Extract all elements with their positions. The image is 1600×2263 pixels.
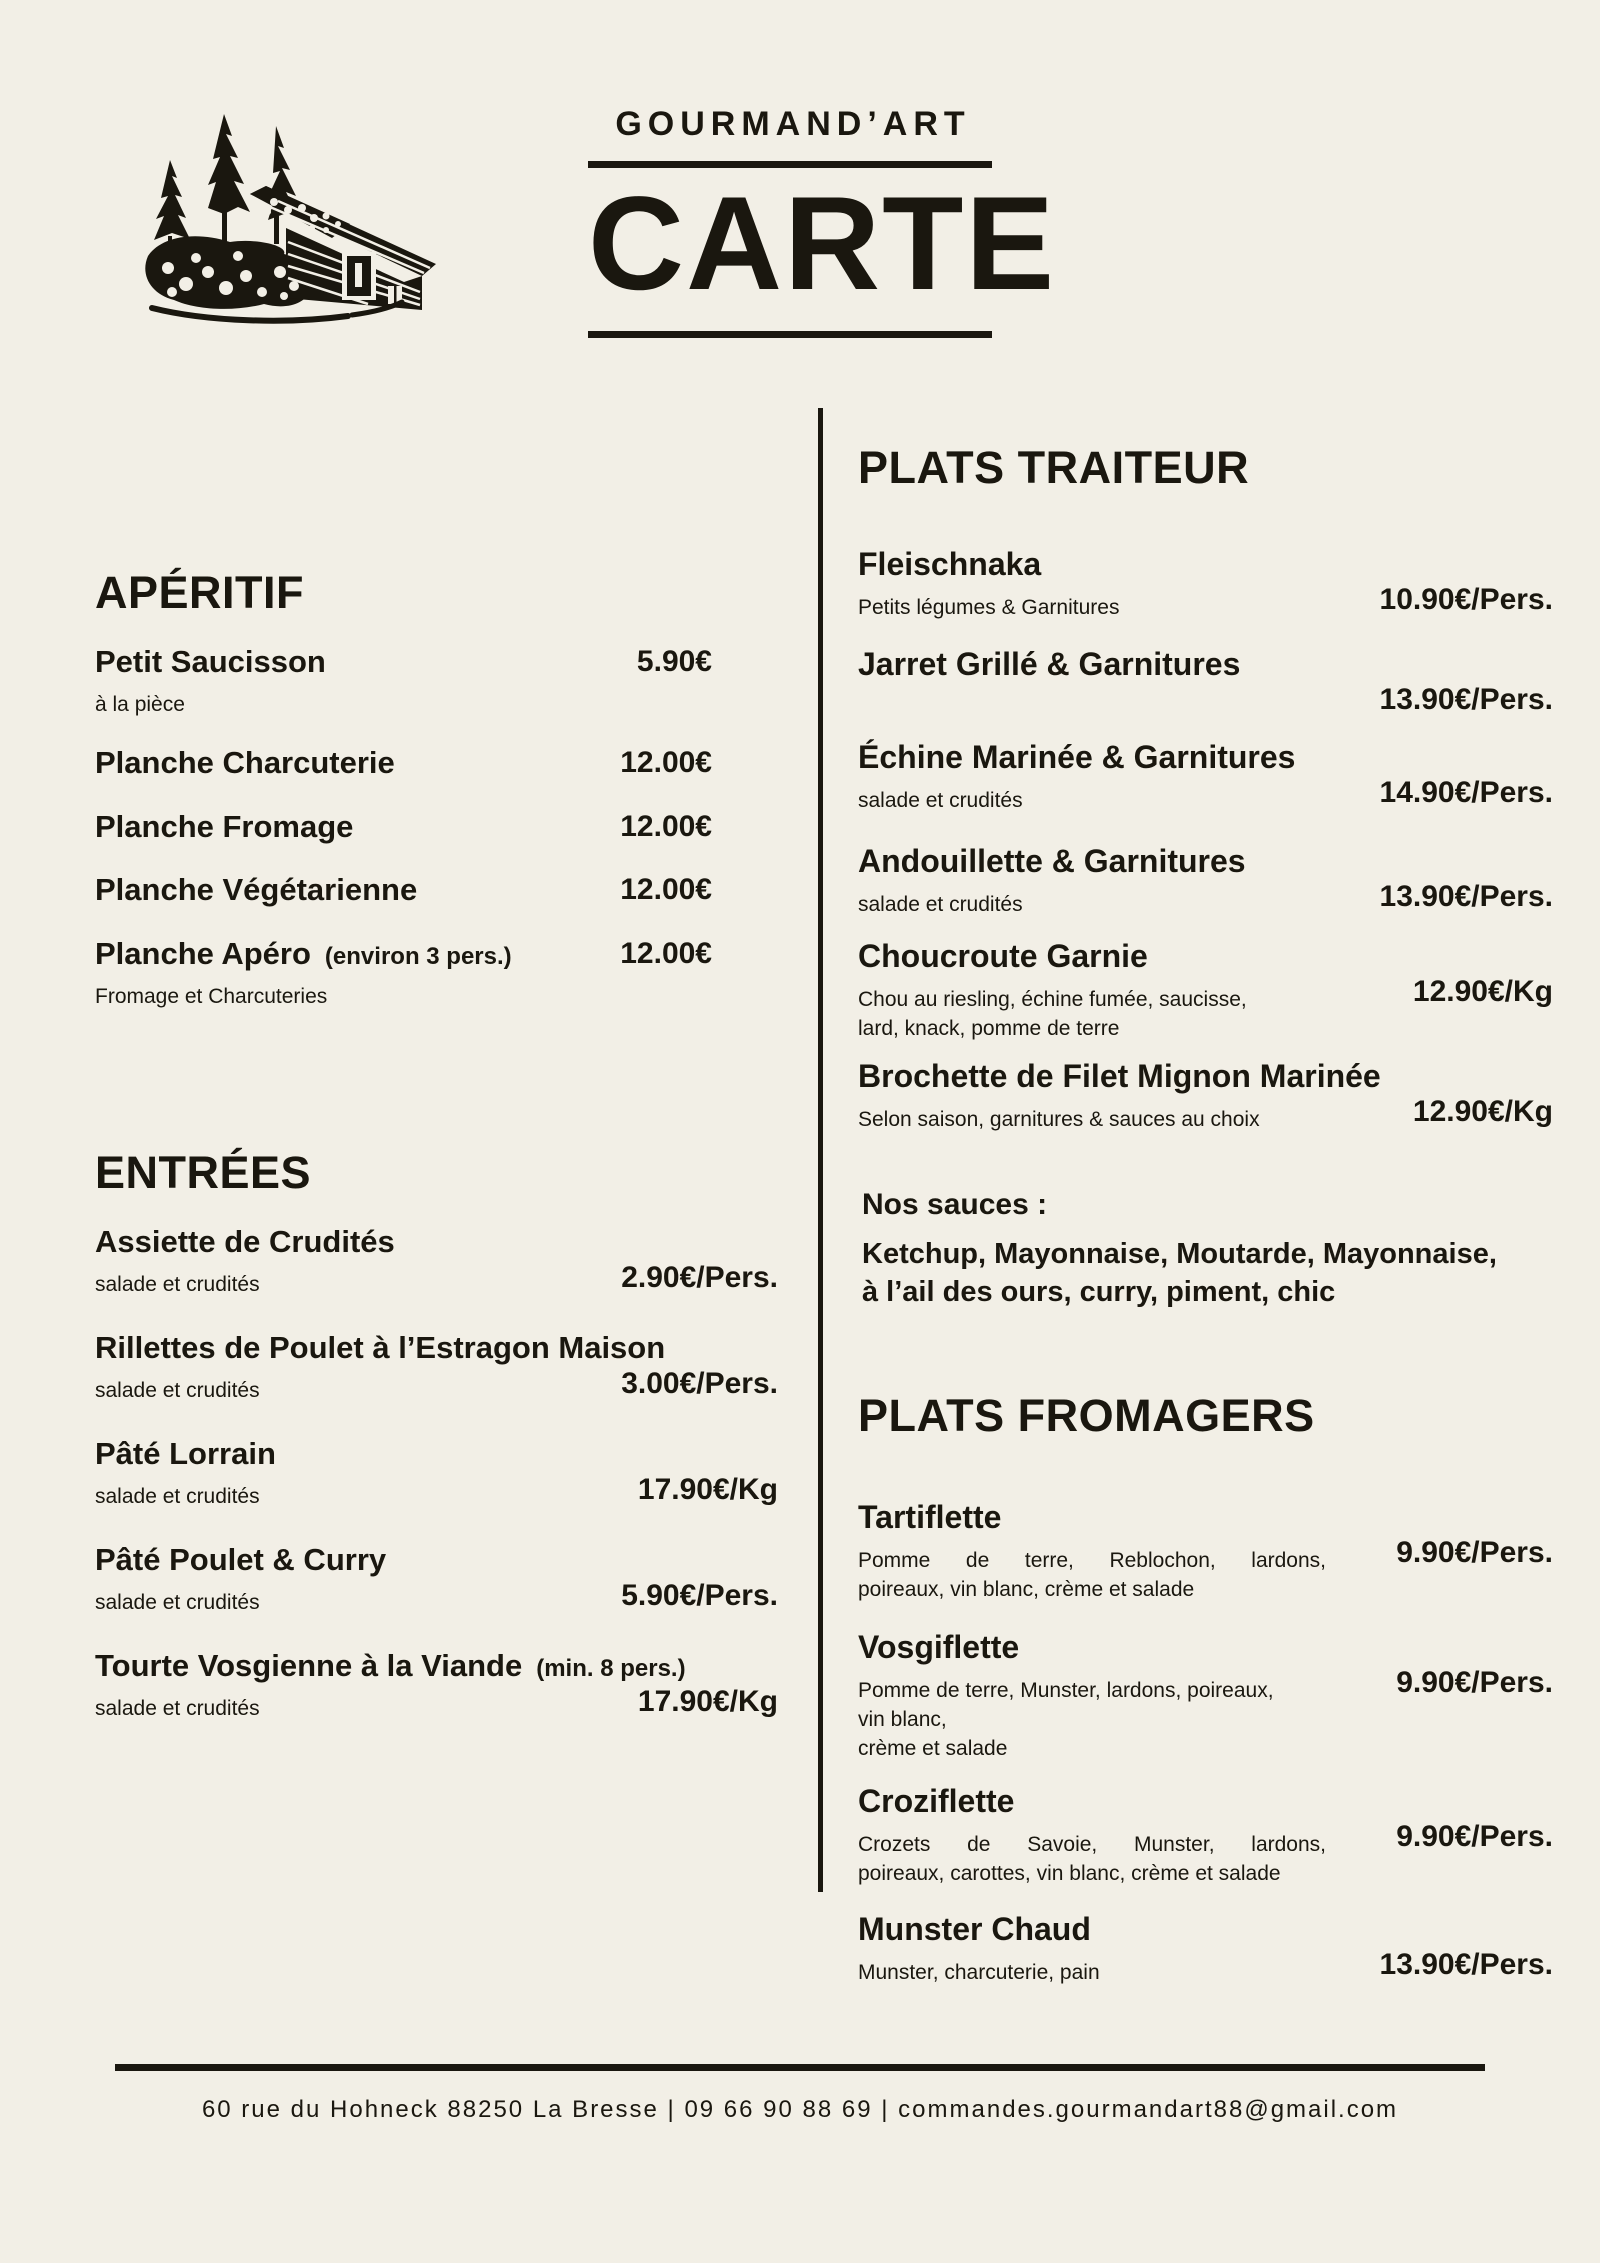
item-name: Échine Marinée & Garnitures [858,739,1296,775]
item-description-line: Crozets de Savoie, Munster, lardons, [858,1833,1326,1856]
item-price: 12.90€/Kg [1412,975,1553,1008]
item-name: Andouillette & Garnitures [858,843,1246,879]
item-description-line: Fromage et Charcuteries [95,985,328,1008]
item-description [858,890,1326,919]
item-name: Munster Chaud [858,1911,1091,1947]
item-price: 5.90€ [636,645,712,678]
brand-name: GOURMAND’ART [615,105,971,143]
item-price: 9.90€/Pers. [1396,1820,1553,1853]
item-description-line [858,693,1326,722]
item-name: Planche Apéro [95,936,311,971]
item-description [858,693,1326,722]
item-description-line: salade et crudités [95,1379,260,1402]
item-description-line: salade et crudités [95,1697,260,1720]
footer-contact: 60 rue du Hohneck 88250 La Bresse | 09 66 90 88 69 | commandes.gourmandart88@gmail.com [201,2096,1399,2123]
header [588,104,1057,338]
item-description-line: Chou au riesling, échine fumée, saucisse, [858,988,1247,1011]
item-name: Assiette de Crudités [95,1224,395,1259]
item-price: 13.90€/Pers. [1379,683,1553,716]
item-name: Rillettes de Poulet à l’Estragon Maison [95,1330,666,1365]
item-description [95,690,712,719]
item-description [858,985,1326,1043]
item-price: 9.90€/Pers. [1396,1666,1553,1699]
item-price: 10.90€/Pers. [1379,583,1553,616]
item-description [858,1676,1326,1763]
sauces-lines [862,1235,1562,1311]
section-plats-traiteur [858,442,1553,1134]
item-note: (min. 8 pers.) [536,1655,686,1682]
item-description-line: salade et crudités [95,1485,260,1508]
column-divider [818,408,823,1892]
fromagers-items [858,1497,1553,1987]
item-name: Planche Fromage [95,809,354,844]
item-price: 12.00€ [620,873,712,906]
cabin-trees-logo-icon [138,96,438,341]
menu-item [95,1646,778,1723]
menu-item [95,934,712,1011]
item-description-line: lard, knack, pomme de terre [858,1017,1120,1040]
section-plats-fromagers [858,1390,1553,1987]
entrees-items [95,1222,778,1723]
sauces-line: à l’ail des ours, curry, piment, chic [862,1276,1336,1308]
menu-item [95,1328,778,1405]
item-description-line: Pomme de terre, Munster, lardons, poireaux, [858,1679,1274,1702]
item-description-line: vin blanc, [858,1708,947,1731]
menu-item [858,1497,1553,1604]
item-price: 13.90€/Pers. [1379,1948,1553,1981]
item-description [858,1958,1326,1987]
item-description [858,786,1326,815]
section-entrees [95,1147,778,1752]
item-description-line: poireaux, carottes, vin blanc, crème et salade [858,1862,1281,1885]
sauces-title: Nos sauces : [862,1188,1048,1221]
item-description-line: salade et crudités [95,1591,260,1614]
sauces-note [862,1185,1562,1311]
page-title: CARTE [588,169,1057,318]
menu-item [95,1434,778,1511]
section-title-aperitif: APÉRITIF [95,567,305,618]
menu-item [95,870,712,916]
item-description [858,1546,1326,1604]
item-price: 12.00€ [620,937,712,970]
item-price: 12.00€ [620,810,712,843]
item-description-line: poireaux, vin blanc, crème et salade [858,1578,1195,1601]
menu-item [858,936,1553,1043]
item-name: Croziflette [858,1783,1015,1819]
menu-item [95,1222,778,1299]
item-price: 2.90€/Pers. [621,1261,778,1294]
item-description [858,1105,1326,1134]
item-name: Brochette de Filet Mignon Marinée [858,1058,1381,1094]
item-description-line: crème et salade [858,1737,1008,1760]
item-name: Choucroute Garnie [858,938,1148,974]
menu-item [858,1781,1553,1888]
item-name: Pâté Poulet & Curry [95,1542,387,1577]
item-price: 9.90€/Pers. [1396,1536,1553,1569]
item-price: 12.00€ [620,746,712,779]
section-title-plats-traiteur: PLATS TRAITEUR [858,442,1250,493]
section-aperitif [95,567,712,1011]
footer-rule [115,2064,1485,2071]
item-price: 12.90€/Kg [1412,1095,1553,1128]
item-name: Planche Végétarienne [95,872,418,907]
item-description-line: à la pièce [95,693,185,716]
section-title-entrees: ENTRÉES [95,1147,312,1198]
menu-item [95,807,712,853]
sauces-line: Ketchup, Mayonnaise, Moutarde, Mayonnaise, [862,1238,1497,1270]
menu-item [858,1627,1553,1763]
menu-item [858,1056,1553,1134]
menu-item [858,544,1553,622]
item-description [858,1830,1326,1888]
item-description [858,593,1326,622]
section-title-plats-fromagers: PLATS FROMAGERS [858,1390,1315,1441]
item-name: Vosgiflette [858,1629,1020,1665]
item-name: Planche Charcuterie [95,745,395,780]
item-name: Pâté Lorrain [95,1436,276,1471]
menu-item [95,1540,778,1617]
item-price: 17.90€/Kg [637,1473,778,1506]
menu-item [858,1909,1553,1987]
item-price: 13.90€/Pers. [1379,880,1553,913]
header-rule-top [588,161,992,168]
item-description-line: salade et crudités [858,789,1023,812]
item-price: 5.90€/Pers. [621,1579,778,1612]
menu-item [858,841,1553,919]
item-description-line: Pomme de terre, Reblochon, lardons, [858,1549,1326,1572]
item-name: Tourte Vosgienne à la Viande [95,1648,523,1683]
item-description [95,982,712,1011]
menu-item [95,642,712,719]
item-price: 17.90€/Kg [637,1685,778,1718]
aperitif-items [95,642,712,1011]
header-rule-bottom [588,331,992,338]
menu-item [858,737,1553,815]
menu-item [95,743,712,789]
item-description-line: salade et crudités [95,1273,260,1296]
item-name: Tartiflette [858,1499,1002,1535]
item-description-line: Selon saison, garnitures & sauces au choix [858,1108,1260,1131]
traiteur-items [858,544,1553,1134]
item-price: 14.90€/Pers. [1379,776,1553,809]
item-name: Fleischnaka [858,546,1042,582]
menu-item [858,644,1553,722]
item-description-line: Petits légumes & Garnitures [858,596,1120,619]
item-note: (environ 3 pers.) [324,943,512,970]
item-description-line: Munster, charcuterie, pain [858,1961,1100,1984]
item-name: Jarret Grillé & Garnitures [858,646,1241,682]
item-name: Petit Saucisson [95,644,326,679]
item-price: 3.00€/Pers. [621,1367,778,1400]
item-description-line: salade et crudités [858,893,1023,916]
